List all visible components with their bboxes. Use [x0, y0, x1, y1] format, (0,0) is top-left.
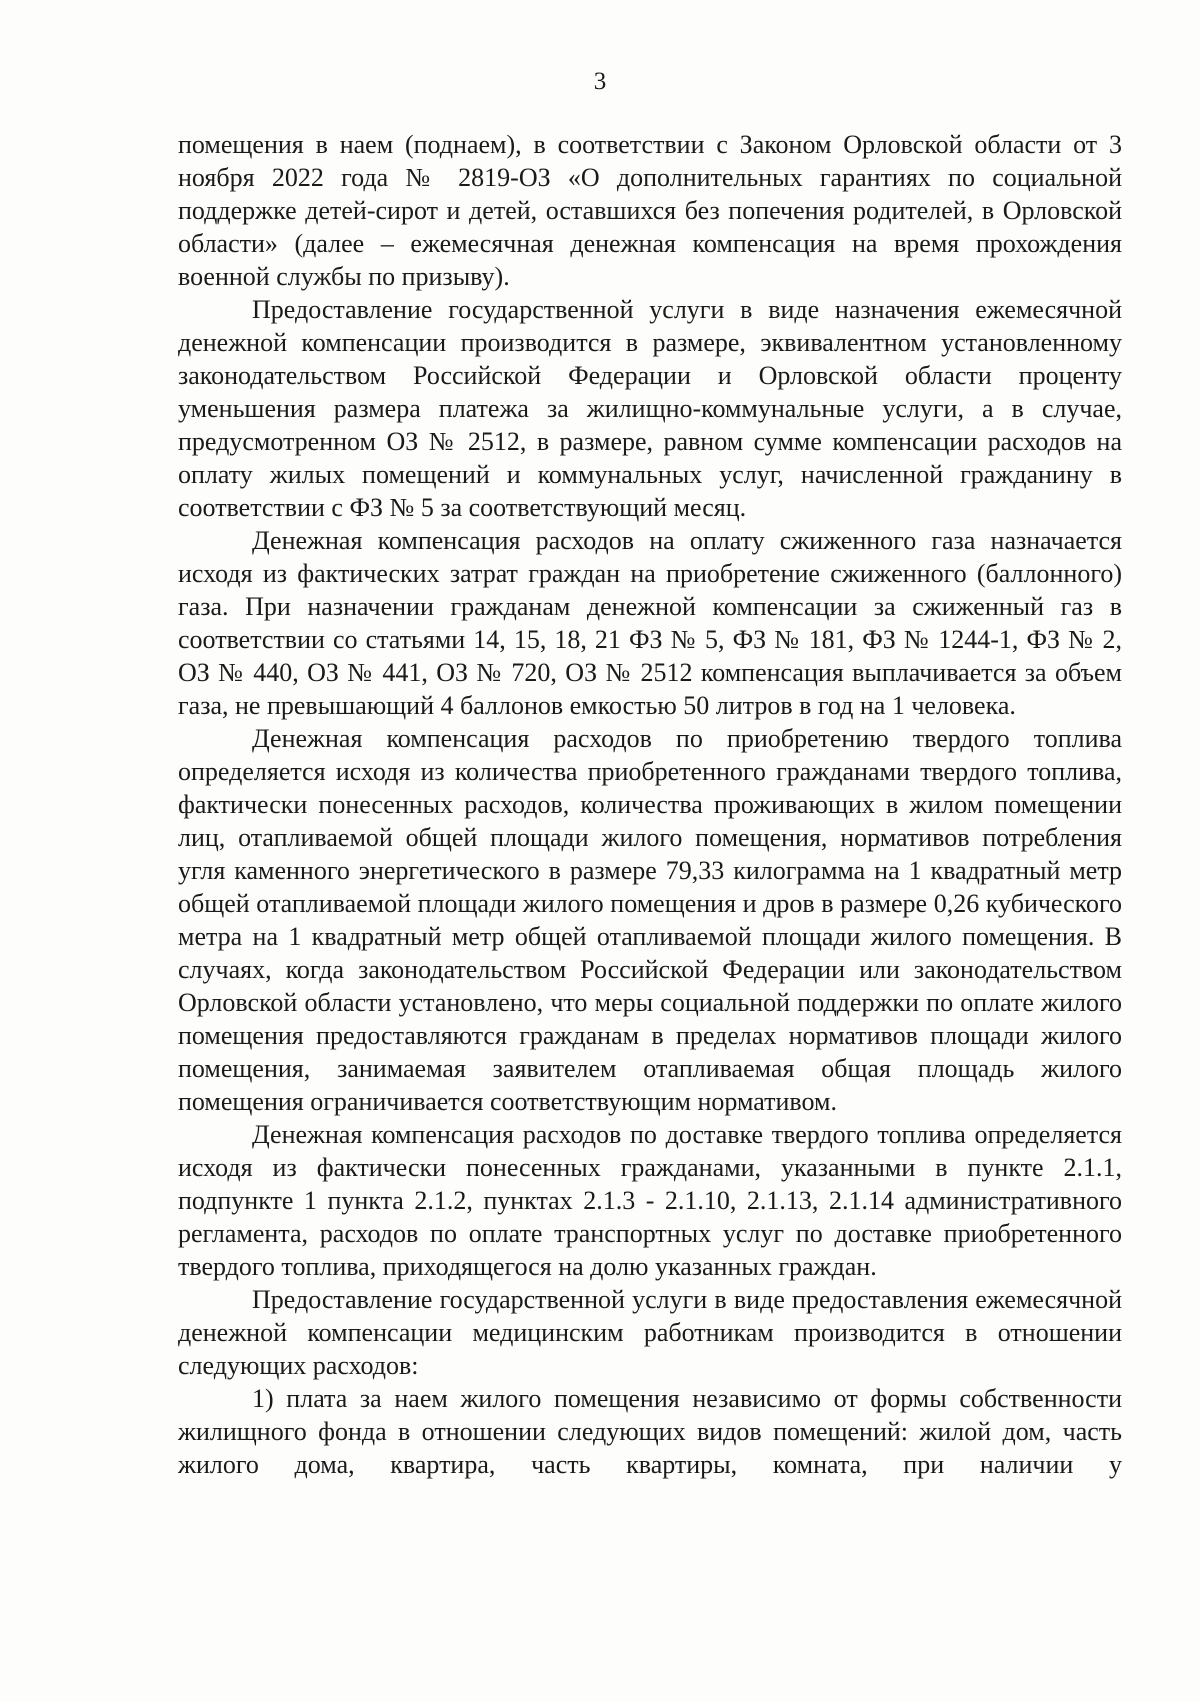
- paragraph-liquefied-gas: Денежная компенсация расходов на оплату сжиженного газа назначается исходя из фактических затрат граждан на приобретение сжиженного (баллонного) газа. При назначении гражданам денежной компенсации за сжиженный газ в соответствии со статьями 14, 15, 18, 21 ФЗ № 5, ФЗ № 181, ФЗ № 1244-1, ФЗ № 2, ОЗ № 440, ОЗ № 441, ОЗ № 720, ОЗ № 2512 компенсация выплачивается за объем газа, не превышающий 4 баллонов емкостью 50 литров в год на 1 человека.: [178, 526, 1122, 720]
- paragraph-item-1: 1) плата за наем жилого помещения независимо от формы собственности жилищного фонда в отношении следующих видов помещений: жилой дом, часть жилого дома, квартира, часть квартиры, комната, при наличии у: [178, 1384, 1122, 1479]
- page-number: 3: [593, 68, 607, 95]
- paragraph-fuel-delivery: Денежная компенсация расходов по доставке твердого топлива определяется исходя из фактически понесенных гражданами, указанными в пункте 2.1.1, подпункте 1 пункта 2.1.2, пунктах 2.1.3 - 2.1.10, 2.1.13, 2.1.14 административного регламента, расходов по оплате транспортных услуг по доставке приобретенного твердого топлива, приходящегося на долю указанных граждан.: [178, 1120, 1122, 1281]
- document-body: [178, 128, 1122, 1481]
- paragraph-continuation: помещения в наем (поднаем), в соответствии с Законом Орловской области от 3 ноября 2022 года № 2819-ОЗ «О дополнительных гарантиях по социальной поддержке детей-сирот и детей, оставшихся без попечения родителей, в Орловской области» (далее – ежемесячная денежная компенсация на время прохождения военной службы по призыву).: [178, 130, 1122, 291]
- paragraph-medical-workers: Предоставление государственной услуги в виде предоставления ежемесячной денежной компенсации медицинским работникам производится в отношении следующих расходов:: [178, 1285, 1122, 1380]
- paragraph-solid-fuel: Денежная компенсация расходов по приобретению твердого топлива определяется исходя из количества приобретенного гражданами твердого топлива, фактически понесенных расходов, количества проживающих в жилом помещении лиц, отапливаемой общей площади жилого помещения, нормативов потребления угля каменного энергетического в размере 79,33 килограмма на 1 квадратный метр общей отапливаемой площади жилого помещения и дров в размере 0,26 кубического метра на 1 квадратный метр общей отапливаемой площади жилого помещения. В случаях, когда законодательством Российской Федерации или законодательством Орловской области установлено, что меры социальной поддержки по оплате жилого помещения предоставляются гражданам в пределах нормативов площади жилого помещения, занимаемая заявителем отапливаемая общая площадь жилого помещения ограничивается соответствующим нормативом.: [178, 724, 1122, 1116]
- paragraph-monthly-compensation: Предоставление государственной услуги в виде назначения ежемесячной денежной компенсации производится в размере, эквивалентном установленному законодательством Российской Федерации и Орловской области проценту уменьшения размера платежа за жилищно-коммунальные услуги, а в случае, предусмотренном ОЗ № 2512, в размере, равном сумме компенсации расходов на оплату жилых помещений и коммунальных услуг, начисленной гражданину в соответствии с ФЗ № 5 за соответствующий месяц.: [178, 295, 1122, 522]
